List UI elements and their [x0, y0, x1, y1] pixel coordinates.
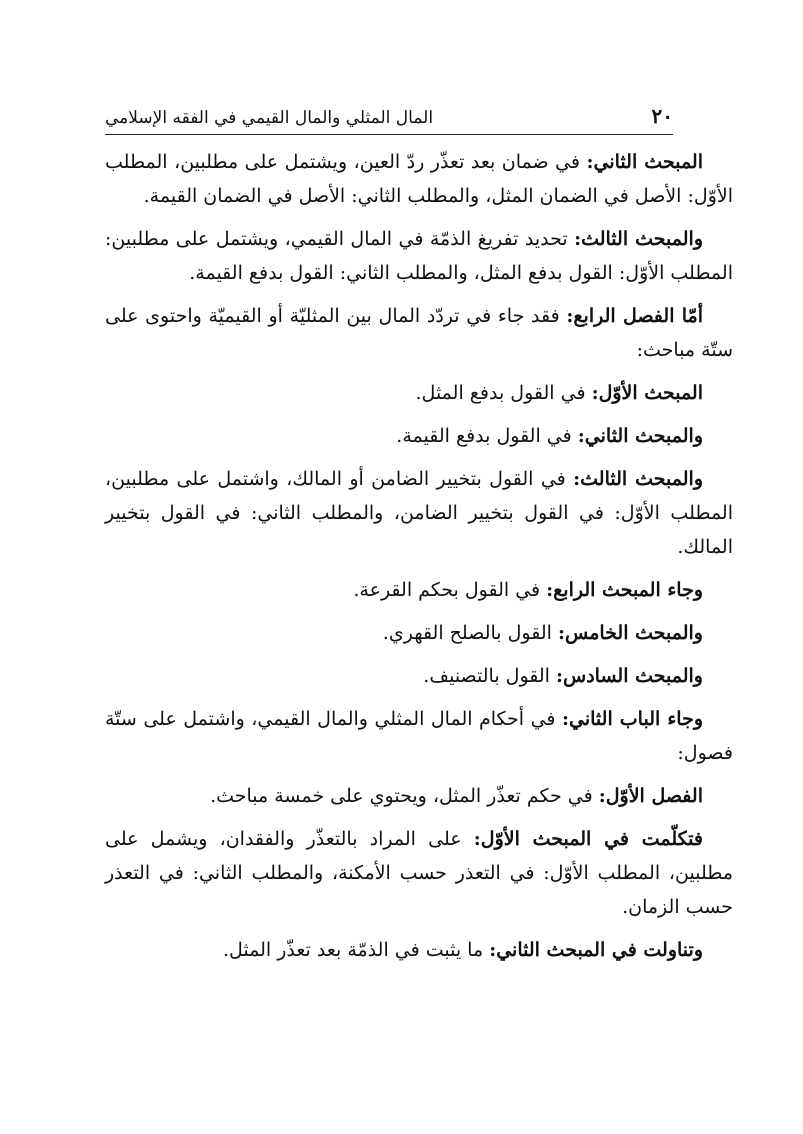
- paragraph-lead: أمّا الفصل الرابع:: [566, 305, 704, 327]
- paragraph: [105, 659, 733, 693]
- running-title: المال المثلي والمال القيمي في الفقه الإسلامي: [105, 108, 434, 128]
- paragraph-text: في أحكام المال المثلي والمال القيمي، واشتمل على ستّة فصول:: [105, 708, 733, 764]
- paragraph: [105, 299, 733, 367]
- page-body: [105, 145, 733, 976]
- paragraph-text: في ضمان بعد تعذّر ردّ العين، ويشتمل على مطلبين، المطلب الأوّل: الأصل في الضمان المثل، والمطلب الثاني: الأصل في الضمان القيمة.: [105, 151, 733, 207]
- paragraph-text: تحديد تفريغ الذمّة في المال القيمي، ويشتمل على مطلبين: المطلب الأوّل: القول بدفع المثل، والمطلب الثاني: القول بدفع القيمة.: [105, 228, 733, 284]
- paragraph-lead: المبحث الثاني:: [586, 151, 703, 173]
- paragraph-lead: والمبحث السادس:: [556, 665, 703, 687]
- paragraph-text: في القول بدفع القيمة.: [396, 425, 578, 447]
- paragraph-text: القول بالتصنيف.: [423, 665, 557, 687]
- paragraph-lead: والمبحث الثالث:: [574, 228, 703, 250]
- paragraph-lead: والمبحث الخامس:: [557, 622, 703, 644]
- paragraph-text: في القول بدفع المثل.: [415, 382, 592, 404]
- paragraph-text: في القول بحكم القرعة.: [353, 579, 547, 601]
- paragraph: [105, 419, 733, 453]
- paragraph: [105, 573, 733, 607]
- paragraph: [105, 779, 733, 813]
- paragraph: [105, 933, 733, 967]
- paragraph-lead: فتكلّمت في المبحث الأوّل:: [473, 828, 703, 850]
- paragraph-lead: والمبحث الثاني:: [577, 425, 703, 447]
- running-header: [105, 88, 673, 135]
- paragraph-lead: والمبحث الثالث:: [573, 468, 704, 490]
- paragraph-text: على المراد بالتعذّر والفقدان، ويشمل على مطلبين، المطلب الأوّل: في التعذر حسب الأمكنة، والمطلب الثاني: في التعذر حسب الزمان.: [105, 828, 733, 918]
- paragraph-lead: الفصل الأوّل:: [598, 785, 703, 807]
- paragraph-lead: المبحث الأوّل:: [591, 382, 703, 404]
- paragraph: [105, 616, 733, 650]
- paragraph-text: في حكم تعذّر المثل، ويحتوي على خمسة مباحث.: [210, 785, 599, 807]
- paragraph: [105, 702, 733, 770]
- paragraph: [105, 376, 733, 410]
- paragraph-lead: وجاء المبحث الرابع:: [546, 579, 703, 601]
- page-number: ٢٠: [651, 104, 673, 128]
- paragraph: [105, 222, 733, 290]
- paragraph-text: فقد جاء في تردّد المال بين المثليّة أو القيميّة واحتوى على ستّة مباحث:: [105, 305, 733, 361]
- paragraph-lead: وجاء الباب الثاني:: [562, 708, 703, 730]
- paragraph: [105, 462, 733, 564]
- paragraph: [105, 145, 733, 213]
- paragraph-text: في القول بتخيير الضامن أو المالك، واشتمل على مطلبين، المطلب الأوّل: في القول بتخيير الضامن، والمطلب الثاني: في القول بتخيير المالك.: [105, 468, 733, 558]
- paragraph-text: القول بالصلح القهري.: [382, 622, 558, 644]
- paragraph-text: ما يثبت في الذمّة بعد تعذّر المثل.: [222, 939, 490, 961]
- paragraph: [105, 822, 733, 924]
- paragraph-lead: وتناولت في المبحث الثاني:: [489, 939, 703, 961]
